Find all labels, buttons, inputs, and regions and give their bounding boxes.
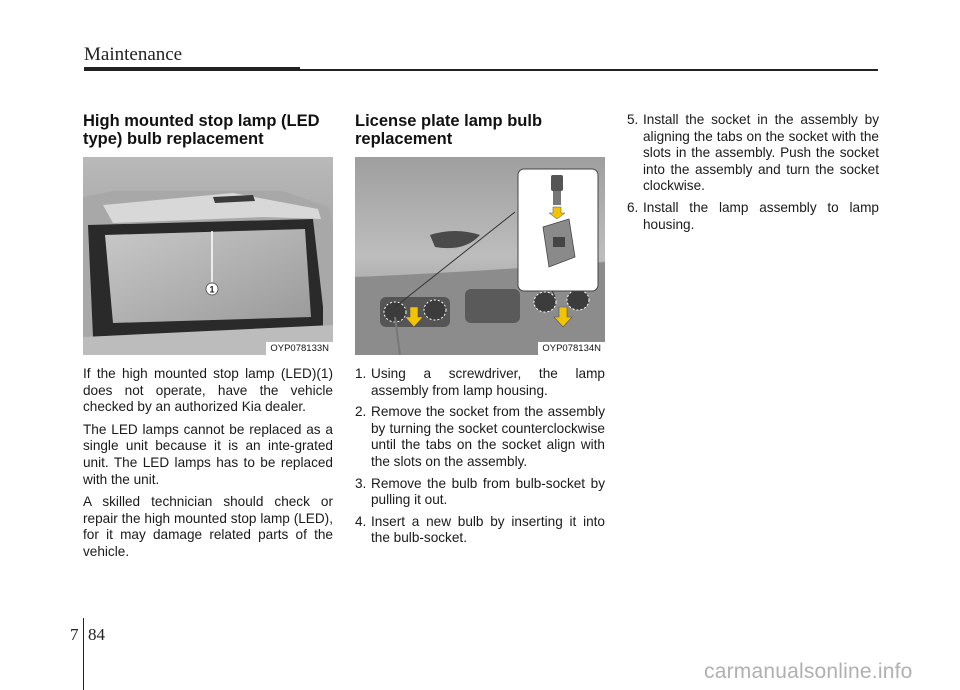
figure-caption: OYP078133N <box>266 342 333 355</box>
list-item: 2. Remove the socket from the assembly by turning the socket counterclockwise until the tabs on the socket align with the slots on the assembly. <box>355 404 605 469</box>
stop-lamp-illustration <box>83 157 333 355</box>
paragraph: A skilled technician should check or repair the high mounted stop lamp (LED), for it may damage related parts of the vehicle. <box>83 494 333 559</box>
callout-label: 1 <box>209 284 215 295</box>
license-lamp-steps <box>355 366 605 552</box>
list-item: 6. Install the lamp assembly to lamp housing. <box>627 199 879 232</box>
license-lamp-heading: License plate lamp bulb replacement <box>355 112 543 148</box>
page-number: 84 <box>88 625 105 644</box>
list-item: 3. Remove the bulb from bulb-socket by pulling it out. <box>355 475 605 508</box>
page-divider <box>83 618 84 690</box>
header-rule-thin <box>300 69 878 71</box>
header-rule-thick <box>84 67 300 71</box>
stop-lamp-body <box>83 366 333 561</box>
chapter-number: 7 <box>70 625 79 644</box>
column-1 <box>83 112 333 148</box>
column-3 <box>627 112 879 238</box>
paragraph: If the high mounted stop lamp (LED)(1) does not operate, have the vehicle checked by an authorized Kia dealer. <box>83 366 333 415</box>
license-lamp-illustration <box>355 157 605 355</box>
stop-lamp-figure <box>83 157 333 355</box>
list-item: 5. Install the socket in the assembly by aligning the tabs on the socket with the slots in the assembly. Push the socket into the assembly and turn the socket clockwise. <box>627 112 879 194</box>
watermark-text: carmanualsonline.info <box>704 660 913 683</box>
paragraph: The LED lamps cannot be replaced as a single unit because it is an inte-grated unit. The LED lamps has to be replaced with the unit. <box>83 421 333 487</box>
section-title: Maintenance <box>84 44 183 65</box>
list-item: 4. Insert a new bulb by inserting it into the bulb-socket. <box>355 513 605 546</box>
stop-lamp-heading: High mounted stop lamp (LED type) bulb replacement <box>83 112 320 148</box>
license-lamp-figure <box>355 157 605 355</box>
list-item: 1. Using a screwdriver, the lamp assembly from lamp housing. <box>355 366 605 398</box>
column-2 <box>355 112 605 148</box>
figure-caption: OYP078134N <box>538 342 605 355</box>
